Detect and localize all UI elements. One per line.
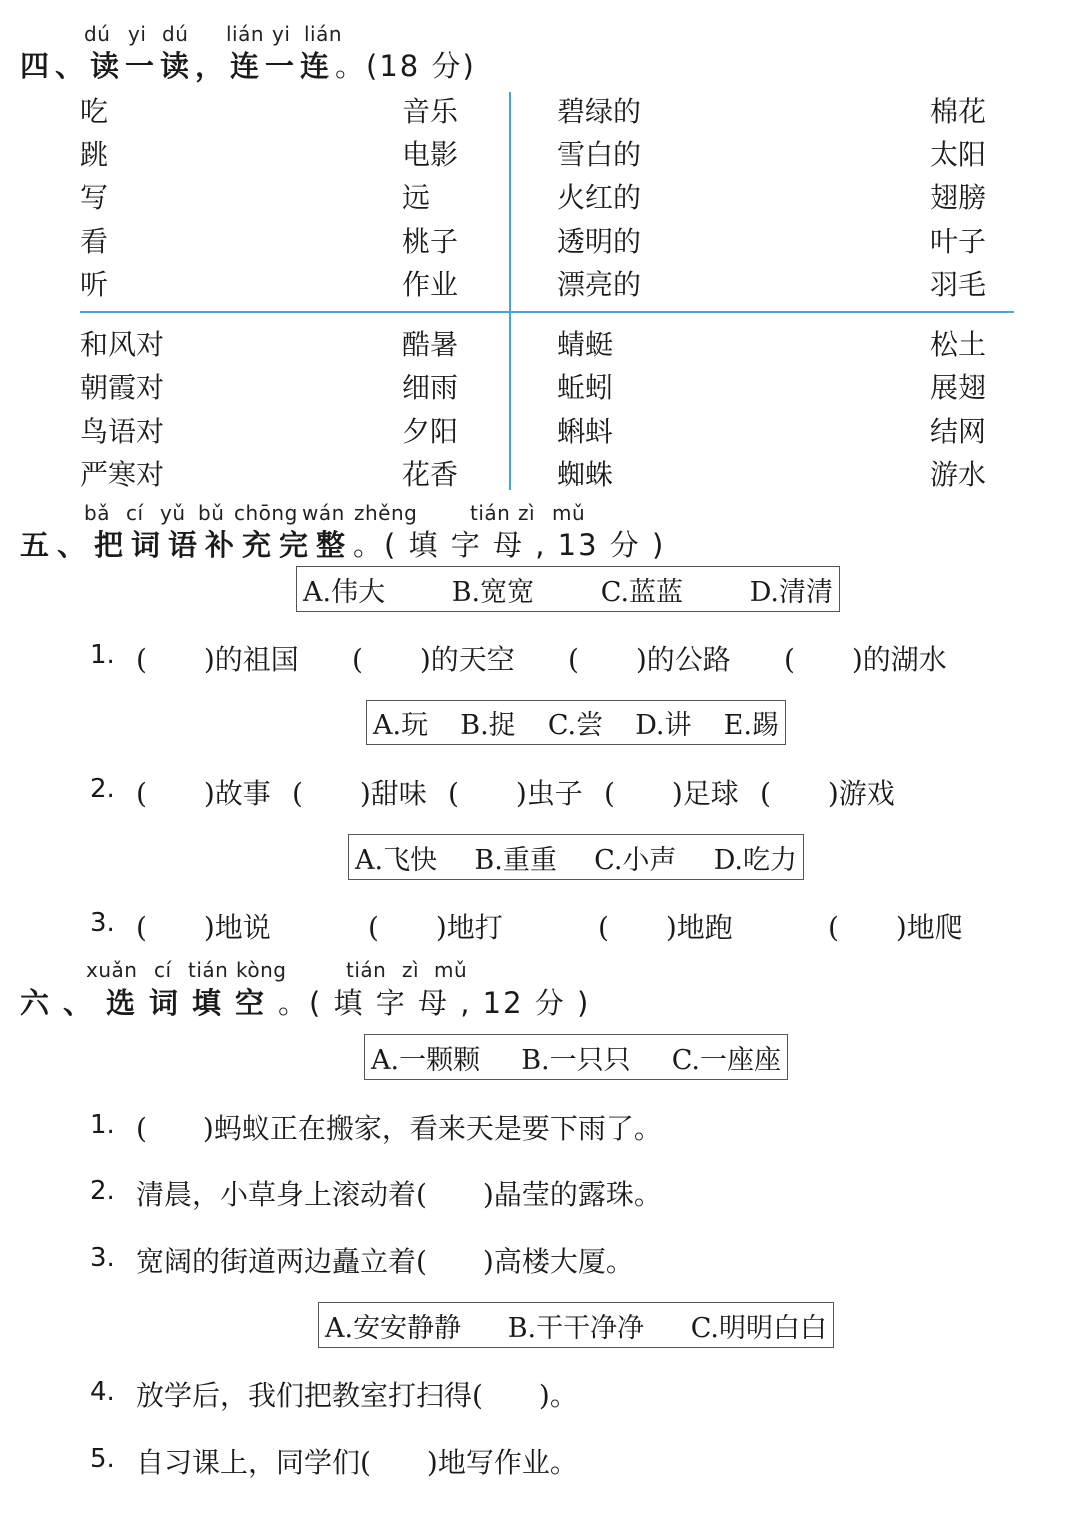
option: D.吃力 [713, 844, 797, 876]
match-word: 听 [80, 268, 109, 301]
match-word: 展翅 [930, 371, 987, 404]
pinyin-lian: lián [226, 22, 265, 46]
fill-blank-item[interactable]: ( )地打 [368, 911, 503, 944]
match-word: 看 [80, 225, 109, 258]
option-box-adjectives [296, 566, 840, 612]
match-word: 远 [402, 181, 431, 214]
section-6-score: 。( 填 字 母 , 12 分 ) [278, 986, 591, 1020]
fill-blank-sentence[interactable]: 自习课上，同学们( )地写作业。 [136, 1446, 578, 1479]
option-box-adverbs [348, 834, 804, 880]
match-word: 朝霞对 [80, 371, 165, 404]
option: D.清清 [749, 576, 833, 608]
question-number: 3. [90, 1243, 115, 1273]
option: C.蓝蓝 [600, 576, 684, 608]
match-word: 电影 [402, 138, 459, 171]
match-word: 细雨 [402, 371, 459, 404]
match-word: 写 [80, 181, 109, 214]
match-word: 蚯蚓 [557, 371, 614, 404]
fill-blank-item[interactable]: ( )的祖国 [136, 643, 299, 676]
match-word: 棉花 [930, 95, 987, 128]
option: A.玩 [373, 710, 429, 741]
match-word: 结网 [930, 415, 987, 448]
section-5-heading [20, 523, 665, 564]
option: B.干干净净 [507, 1312, 645, 1344]
option: E.踢 [723, 710, 779, 741]
fill-blank-item[interactable]: ( )地爬 [828, 911, 963, 944]
question-number: 2. [90, 774, 115, 804]
match-word: 夕阳 [402, 415, 459, 448]
option: B.一只只 [521, 1044, 631, 1076]
match-word: 漂亮的 [557, 268, 642, 301]
section-5-score: 。( 填 字 母 , 13 分 ) [353, 528, 666, 562]
match-word: 翅膀 [930, 181, 987, 214]
question-number: 2. [90, 1176, 115, 1206]
pinyin: mǔ [434, 958, 468, 982]
option-box-verbs [366, 700, 786, 745]
section-4-score: 。(18 分) [335, 49, 476, 83]
fill-blank-sentence[interactable]: 放学后，我们把教室打扫得( )。 [136, 1379, 578, 1412]
option: B.宽宽 [451, 576, 535, 608]
option: A.伟大 [303, 576, 386, 608]
match-word: 蜻蜓 [557, 328, 614, 361]
option: B.捉 [460, 710, 516, 741]
option: C.一座座 [671, 1044, 781, 1076]
matching-horizontal-divider [80, 311, 1014, 313]
fill-blank-sentence[interactable]: 清晨，小草身上滚动着( )晶莹的露珠。 [136, 1178, 662, 1211]
question-number: 4. [90, 1377, 115, 1407]
match-word: 吃 [80, 95, 109, 128]
match-word: 跳 [80, 138, 109, 171]
match-word: 羽毛 [930, 268, 987, 301]
pinyin: mǔ [552, 501, 586, 525]
match-word: 雪白的 [557, 138, 642, 171]
pinyin: chōng [234, 501, 298, 525]
question-number: 1. [90, 640, 115, 670]
section-6-title: 六、选词填空 [20, 986, 279, 1020]
match-word: 叶子 [930, 225, 987, 258]
question-number: 5. [90, 1444, 115, 1474]
fill-blank-item[interactable]: ( )甜味 [292, 777, 427, 810]
fill-blank-item[interactable]: ( )游戏 [760, 777, 895, 810]
fill-blank-item[interactable]: ( )足球 [604, 777, 739, 810]
option: C.明明白白 [690, 1312, 827, 1344]
match-word: 桃子 [402, 225, 459, 258]
section-4-heading [20, 44, 476, 85]
pinyin-yi-2: yi [272, 22, 291, 46]
pinyin-yi: yi [128, 22, 147, 46]
pinyin: cí [154, 958, 172, 982]
pinyin-du-2: dú [162, 22, 189, 46]
match-word: 火红的 [557, 181, 642, 214]
option: A.一颗颗 [371, 1044, 481, 1076]
option: D.讲 [635, 710, 692, 741]
pinyin: yǔ [160, 501, 186, 525]
fill-blank-item[interactable]: ( )地说 [136, 911, 271, 944]
match-word: 碧绿的 [557, 95, 642, 128]
option-box-quantifiers [364, 1034, 788, 1080]
match-word: 作业 [402, 268, 459, 301]
match-word: 鸟语对 [80, 415, 165, 448]
option: B.重重 [474, 844, 557, 876]
option-box-reduplicated-words [318, 1302, 834, 1348]
match-word: 和风对 [80, 328, 165, 361]
pinyin: xuǎn [86, 958, 138, 982]
fill-blank-item[interactable]: ( )的天空 [352, 643, 515, 676]
pinyin-du: dú [84, 22, 111, 46]
pinyin: tián [188, 958, 229, 982]
pinyin: tián [470, 501, 511, 525]
option: C.尝 [547, 710, 604, 741]
option: A.飞快 [355, 844, 438, 876]
fill-blank-item[interactable]: ( )故事 [136, 777, 271, 810]
match-word: 音乐 [402, 95, 459, 128]
fill-blank-sentence[interactable]: 宽阔的街道两边矗立着( )高楼大厦。 [136, 1245, 634, 1278]
section-5-title: 五、把词语补充完整 [20, 528, 354, 562]
fill-blank-item[interactable]: ( )的湖水 [784, 643, 947, 676]
pinyin: cí [126, 501, 144, 525]
match-word: 游水 [930, 458, 987, 491]
pinyin: zì [402, 958, 420, 982]
match-word: 透明的 [557, 225, 642, 258]
question-number: 3. [90, 908, 115, 938]
section-4-title: 四、读一读，连一连 [20, 49, 336, 83]
match-word: 松土 [930, 328, 987, 361]
fill-blank-item[interactable]: ( )虫子 [448, 777, 583, 810]
match-word: 太阳 [930, 138, 987, 171]
match-word: 蝌蚪 [557, 415, 614, 448]
fill-blank-item[interactable]: ( )地跑 [598, 911, 733, 944]
pinyin-lian-2: lián [304, 22, 343, 46]
option: A.安安静静 [325, 1312, 462, 1344]
pinyin: bǎ [84, 501, 110, 525]
question-number: 1. [90, 1110, 115, 1140]
fill-blank-sentence[interactable]: ( )蚂蚁正在搬家，看来天是要下雨了。 [136, 1112, 662, 1145]
option: C.小声 [594, 844, 677, 876]
pinyin: zì [518, 501, 536, 525]
pinyin: tián [346, 958, 387, 982]
section-6-heading [20, 981, 590, 1022]
match-word: 酷暑 [402, 328, 459, 361]
pinyin: wán [302, 501, 345, 525]
matching-vertical-divider [509, 92, 511, 490]
pinyin: zhěng [354, 501, 418, 525]
pinyin: kòng [236, 958, 287, 982]
pinyin: bǔ [198, 501, 225, 525]
match-word: 花香 [402, 458, 459, 491]
match-word: 严寒对 [80, 458, 165, 491]
fill-blank-item[interactable]: ( )的公路 [568, 643, 731, 676]
match-word: 蜘蛛 [557, 458, 614, 491]
